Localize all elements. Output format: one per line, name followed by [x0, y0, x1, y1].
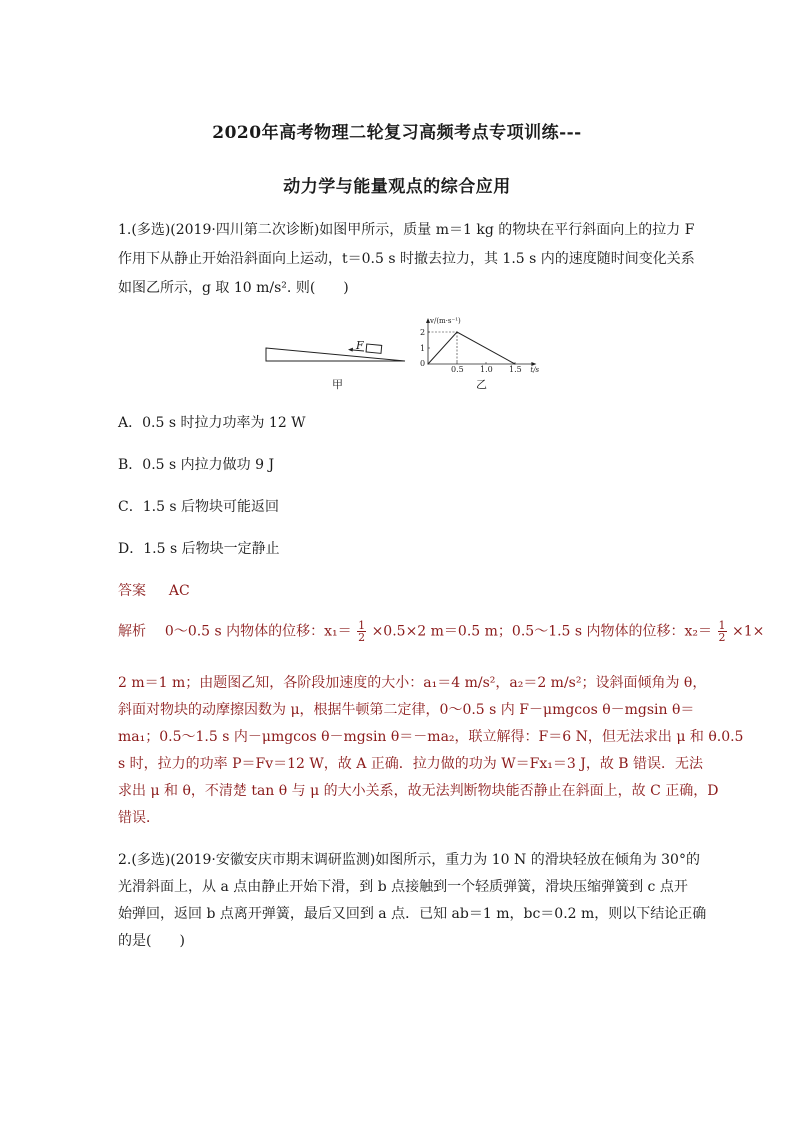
q2-stem-line2: 光滑斜面上，从 a 点由静止开始下滑，到 b 点接触到一个轻质弹簧，滑块压缩弹簧到 c 点开 [118, 879, 688, 895]
analysis-line7: 错误． [118, 810, 160, 826]
analysis-l1c: ×1× [731, 623, 765, 640]
y-axis-label: v/(m·s⁻¹) [430, 317, 461, 325]
q1-stem-line2: 作用下从静止开始沿斜面向上运动，t＝0.5 s 时撤去拉力，其 1.5 s 内的速度随时间变化关系 [118, 251, 695, 267]
analysis-l1b: ×0.5×2 m＝0.5 m；0.5～1.5 s 内物体的位移：x₂＝ [371, 623, 713, 640]
analysis-line4: ma₁；0.5～1.5 s 内－μmgcos θ－mgsin θ＝－ma₂，联立解得：F＝6 N，但无法求出 μ 和 θ.0.5 [118, 729, 744, 745]
analysis-line5: s 时，拉力的功率 P＝Fv＝12 W，故 A 正确．拉力做的功为 W＝Fx₁＝3 J，故 B 错误．无法 [118, 756, 704, 772]
analysis-label: 解析 [118, 623, 146, 640]
frac-num-2: 1 [718, 619, 726, 632]
fraction-one-half-2 [718, 620, 727, 643]
origin-label: 0 [420, 359, 426, 368]
q1-option-d: D．1.5 s 后物块一定静止 [118, 541, 280, 557]
x-tick-label-2: 1.5 [509, 365, 522, 374]
data-point-0 [427, 363, 428, 364]
y-tick-label-1: 2 [420, 328, 426, 337]
q2-stem-line4: 的是( ) [118, 933, 185, 949]
analysis-line1 [118, 620, 764, 643]
velocity-series-line [428, 332, 515, 364]
fraction-one-half [357, 620, 366, 643]
incline-slope [266, 348, 405, 361]
figure-yi-label: 乙 [476, 378, 487, 391]
analysis-line2: 2 m＝1 m；由题图乙知，各阶段加速度的大小：a₁＝4 m/s²，a₂＝2 m/s²；设斜面倾角为 θ， [118, 675, 707, 691]
data-point-1 [456, 331, 457, 332]
frac-den: 2 [358, 631, 366, 644]
analysis-l1a: 0～0.5 s 内物体的位移：x₁＝ [164, 623, 352, 640]
frac-den-2: 2 [718, 631, 726, 644]
block [366, 344, 382, 353]
q1-option-b: B．0.5 s 内拉力做功 9 J [118, 457, 275, 473]
q1-stem-line1: 1.(多选)(2019·四川第二次诊断)如图甲所示，质量 m＝1 kg 的物块在平行斜面向上的拉力 F [118, 222, 695, 238]
q1-answer [118, 580, 190, 600]
q1-stem-line3: 如图乙所示，g 取 10 m/s². 则( ) [118, 280, 349, 296]
figure-jia-incline [262, 336, 412, 372]
analysis-line6: 求出 μ 和 θ，不清楚 tan θ 与 μ 的大小关系，故无法判断物块能否静止在斜面上，故 C 正确，D [118, 783, 719, 799]
x-tick-label-1: 1.0 [480, 365, 493, 374]
analysis-line3: 斜面对物块的动摩擦因数为 μ，根据牛顿第二定律，0～0.5 s 内 F－μmgcos θ－mgsin θ＝ [118, 702, 695, 718]
q1-option-c: C．1.5 s 后物块可能返回 [118, 499, 280, 515]
figure-jia-label: 甲 [332, 378, 343, 391]
q1-option-a: A．0.5 s 时拉力功率为 12 W [118, 415, 306, 431]
figure-yi-vt-graph [410, 312, 540, 376]
y-tick-label-0: 1 [420, 344, 426, 353]
data-point-2 [514, 363, 515, 364]
frac-num: 1 [358, 619, 366, 632]
answer-value: AC [168, 583, 190, 599]
x-tick-label-0: 0.5 [451, 365, 464, 374]
force-arrow-head [348, 348, 353, 352]
q2-stem-line1: 2.(多选)(2019·安徽安庆市期末调研监测)如图所示，重力为 10 N 的滑块轻放在倾角为 30°的 [118, 852, 700, 868]
doc-title-line2: 动力学与能量观点的综合应用 [283, 177, 511, 197]
answer-label: 答案 [118, 583, 146, 599]
doc-title-line1: 2020年高考物理二轮复习高频考点专项训练--- [212, 123, 582, 143]
q2-stem-line3: 始弹回，返回 b 点离开弹簧，最后又回到 a 点．已知 ab＝1 m，bc＝0.2 m，则以下结论正确 [118, 906, 707, 922]
force-label: F [356, 339, 364, 352]
x-axis-label: t/s [530, 366, 540, 374]
